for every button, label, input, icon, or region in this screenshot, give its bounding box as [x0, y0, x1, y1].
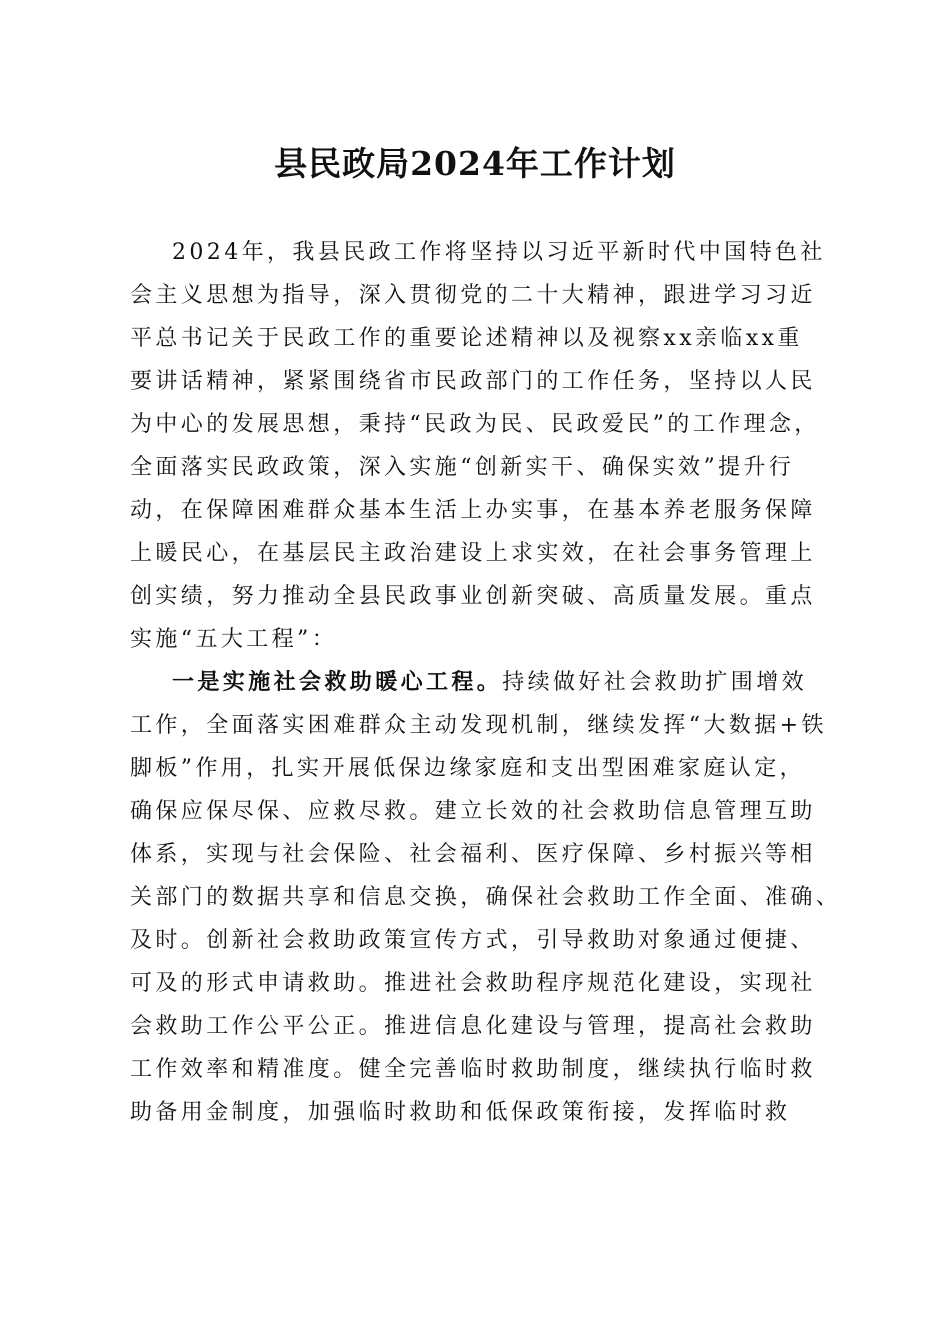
- text-line: 为中心的发展思想，秉持“民政为民、民政爱民”的工作理念，: [130, 412, 820, 437]
- text-line: 及时。创新社会救助政策宣传方式，引导救助对象通过便捷、: [130, 928, 816, 953]
- text-line: 要讲话精神，紧紧围绕省市民政部门的工作任务，坚持以人民: [130, 369, 816, 394]
- text-line: 脚板”作用，扎实开展低保边缘家庭和支出型困难家庭认定，: [130, 756, 806, 781]
- text-line: 工作效率和精准度。健全完善临时救助制度，继续执行临时救: [130, 1057, 816, 1082]
- text-line: 2024年，我县民政工作将坚持以习近平新时代中国特色社: [172, 240, 826, 265]
- section-heading: 一是实施社会救助暖心工程。: [172, 669, 503, 695]
- text-line: 动，在保障困难群众基本生活上办实事，在基本养老服务保障: [130, 498, 816, 523]
- document-title: 县民政局2024年工作计划: [274, 144, 676, 183]
- text-line: 工作，全面落实困难群众主动发现机制，继续发挥“大数据+铁: [130, 713, 827, 738]
- text-line: 助备用金制度，加强临时救助和低保政策衔接，发挥临时救: [130, 1100, 791, 1125]
- text-line: 会救助工作公平公正。推进信息化建设与管理，提高社会救助: [130, 1014, 816, 1039]
- text-line: 可及的形式申请救助。推进社会救助程序规范化建设，实现社: [130, 971, 816, 996]
- text-line: 关部门的数据共享和信息交换，确保社会救助工作全面、准确、: [130, 885, 842, 910]
- text-line: 确保应保尽保、应救尽救。建立长效的社会救助信息管理互助: [130, 799, 816, 824]
- paragraph-2-first-line: [130, 661, 850, 704]
- document-body: [130, 231, 850, 1134]
- text-line: 创实绩，努力推动全县民政事业创新突破、高质量发展。重点: [130, 584, 816, 609]
- text-line: 会主义思想为指导，深入贯彻党的二十大精神，跟进学习习近: [130, 283, 816, 308]
- text-line: 体系，实现与社会保险、社会福利、医疗保障、乡村振兴等相: [130, 842, 816, 867]
- text-span: 持续做好社会救助扩围增效: [502, 670, 808, 695]
- text-line: 实施“五大工程”：: [130, 627, 338, 652]
- text-line: 全面落实民政政策，深入实施“创新实干、确保实效”提升行: [130, 455, 795, 480]
- text-line: 平总书记关于民政工作的重要论述精神以及视察xx亲临xx重: [130, 326, 803, 351]
- text-line: 上暖民心，在基层民主政治建设上求实效，在社会事务管理上: [130, 541, 816, 566]
